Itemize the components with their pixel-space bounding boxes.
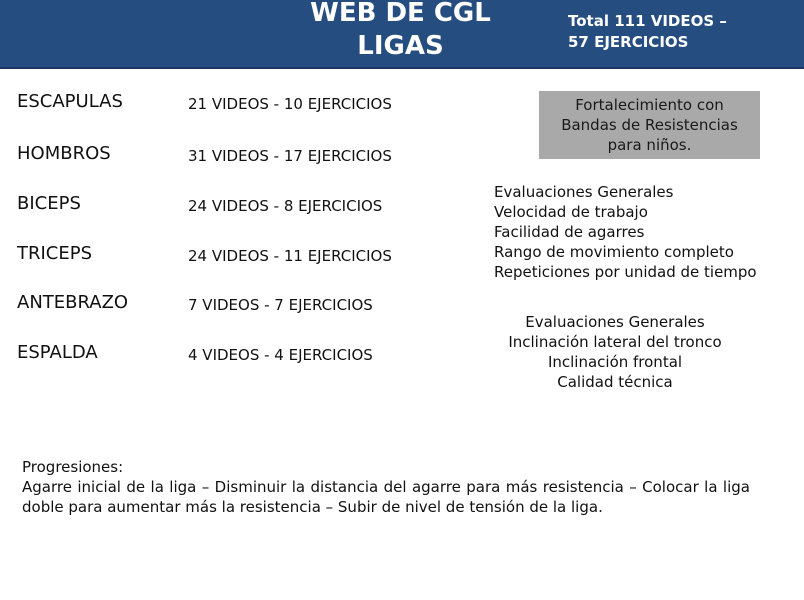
progresiones-body: Agarre inicial de la liga – Disminuir la distancia del agarre para más resistencia – Colocar la liga doble para aumentar más la resistencia – Subir de nivel de tensión de la liga. [22,478,750,516]
callout-line: Bandas de Resistencias [561,116,738,134]
group-count-biceps: 24 VIDEOS - 8 EJERCICIOS [188,197,383,215]
callout-line: Fortalecimiento con [575,96,724,114]
group-count-escapulas: 21 VIDEOS - 10 EJERCICIOS [188,95,392,113]
group-name-triceps: TRICEPS [17,243,93,264]
group-name-escapulas: ESCAPULAS [17,91,123,112]
evaluations-list-1 [494,182,757,282]
progresiones-heading: Progresiones: [22,458,124,476]
group-count-hombros: 31 VIDEOS - 17 EJERCICIOS [188,147,392,165]
callout-line: para niños. [607,136,692,154]
title-line-2: LIGAS [357,31,444,61]
header-banner [0,0,804,69]
group-count-antebrazo: 7 VIDEOS - 7 EJERCICIOS [188,296,373,314]
evaluation-item: Inclinación lateral del tronco [508,333,722,351]
title-line-1: WEB DE CGL [310,0,491,28]
progresiones-section [22,457,750,517]
callout-box [539,91,760,159]
evaluation-item: Facilidad de agarres [494,223,645,241]
group-count-triceps: 24 VIDEOS - 11 EJERCICIOS [188,247,392,265]
group-name-espalda: ESPALDA [17,342,98,363]
evaluation-item: Velocidad de trabajo [494,203,648,221]
group-name-hombros: HOMBROS [17,143,111,164]
evaluation-item: Calidad técnica [557,373,673,391]
evaluation-item: Evaluaciones Generales [494,183,674,201]
evaluation-item: Evaluaciones Generales [525,313,705,331]
total-line-1: Total 111 VIDEOS – [568,12,727,30]
evaluation-item: Repeticiones por unidad de tiempo [494,263,757,281]
evaluation-item: Inclinación frontal [547,353,683,371]
group-count-espalda: 4 VIDEOS - 4 EJERCICIOS [188,346,373,364]
group-name-biceps: BICEPS [17,193,81,214]
evaluations-list-2 [490,312,740,392]
evaluation-item: Rango de movimiento completo [494,243,734,261]
group-name-antebrazo: ANTEBRAZO [17,292,129,313]
total-line-2: 57 EJERCICIOS [568,33,689,51]
